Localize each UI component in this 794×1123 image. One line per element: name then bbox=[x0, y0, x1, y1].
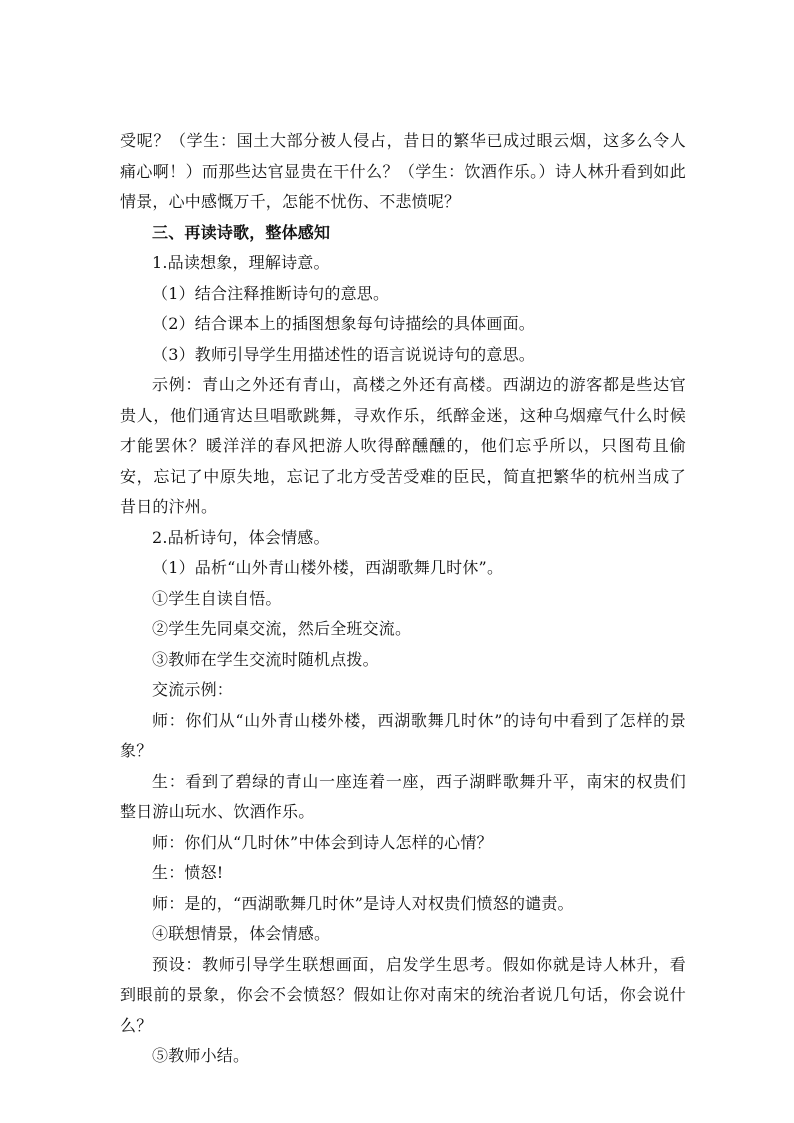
section-heading-reread-poem: 三、再读诗歌，整体感知 bbox=[152, 222, 331, 242]
label-exchange-example: 交流示例： bbox=[152, 680, 234, 699]
step-associate-scene: ④联想情景，体会情感。 bbox=[152, 924, 331, 943]
step-discussion: ②学生先同桌交流，然后全班交流。 bbox=[152, 619, 412, 638]
step-teacher-guidance: ③教师在学生交流时随机点拨。 bbox=[152, 649, 379, 669]
dialogue-teacher-question-2: 师：你们从“几时休”中体会到诗人怎样的心情？ bbox=[152, 832, 493, 852]
step-self-read: ①学生自读自悟。 bbox=[152, 588, 282, 608]
paragraph-example: 示例：青山之外还有青山，高楼之外还有高楼。西湖边的游客都是些达官贵人，他们通宵达旦唱歌跳舞，寻欢作乐，纸醉金迷，这种乌烟瘴气什么时候才能罢休？暖洋洋的春风把游人吹得醉醺醺的，他们忘乎所以，只图苟且偷安，忘记了中原失地，忘记了北方受苦受难的臣民，简直把繁华的杭州当成了昔日的汴州。 bbox=[120, 375, 686, 516]
dialogue-teacher-question-1: 师：你们从“山外青山楼外楼，西湖歌舞几时休”的诗句中看到了怎样的景象？ bbox=[120, 710, 686, 760]
subheading-read-imagine: 1.品读想象，理解诗意。 bbox=[152, 253, 330, 272]
list-item-analyze-first-lines: （1）品析“山外青山楼外楼，西湖歌舞几时休”。 bbox=[152, 558, 504, 577]
dialogue-teacher-summary: 师：是的，“西湖歌舞几时休”是诗人对权贵们愤怒的谴责。 bbox=[152, 893, 574, 913]
paragraph-intro-continuation: 受呢？（学生：国土大部分被人侵占，昔日的繁华已成过眼云烟，这多么令人痛心啊！）而那些达官显贵在干什么？（学生：饮酒作乐。）诗人林升看到如此情景，心中感慨万千，怎能不忧伤、不悲愤呢？ bbox=[120, 131, 686, 211]
step-teacher-conclusion: ⑤教师小结。 bbox=[152, 1046, 250, 1065]
document-body bbox=[120, 126, 686, 1072]
paragraph-preset: 预设：教师引导学生联想画面，启发学生思考。假如你就是诗人林升，看到眼前的景象，你会不会愤怒？假如让你对南宋的统治者说几句话，你会说什么？ bbox=[120, 954, 686, 1035]
list-item-annotation: （1）结合注释推断诗句的意思。 bbox=[152, 283, 390, 303]
list-item-illustration: （2）结合课本上的插图想象每句诗描绘的具体画面。 bbox=[152, 314, 535, 333]
dialogue-student-answer-2: 生：愤怒! bbox=[152, 863, 224, 882]
subheading-analyze-lines: 2.品析诗句，体会情感。 bbox=[152, 527, 330, 547]
list-item-describe: （3）教师引导学生用描述性的语言说说诗句的意思。 bbox=[152, 344, 535, 364]
dialogue-student-answer-1: 生：看到了碧绿的青山一座连着一座，西子湖畔歌舞升平，南宋的权贵们整日游山玩水、饮酒作乐。 bbox=[120, 771, 686, 821]
